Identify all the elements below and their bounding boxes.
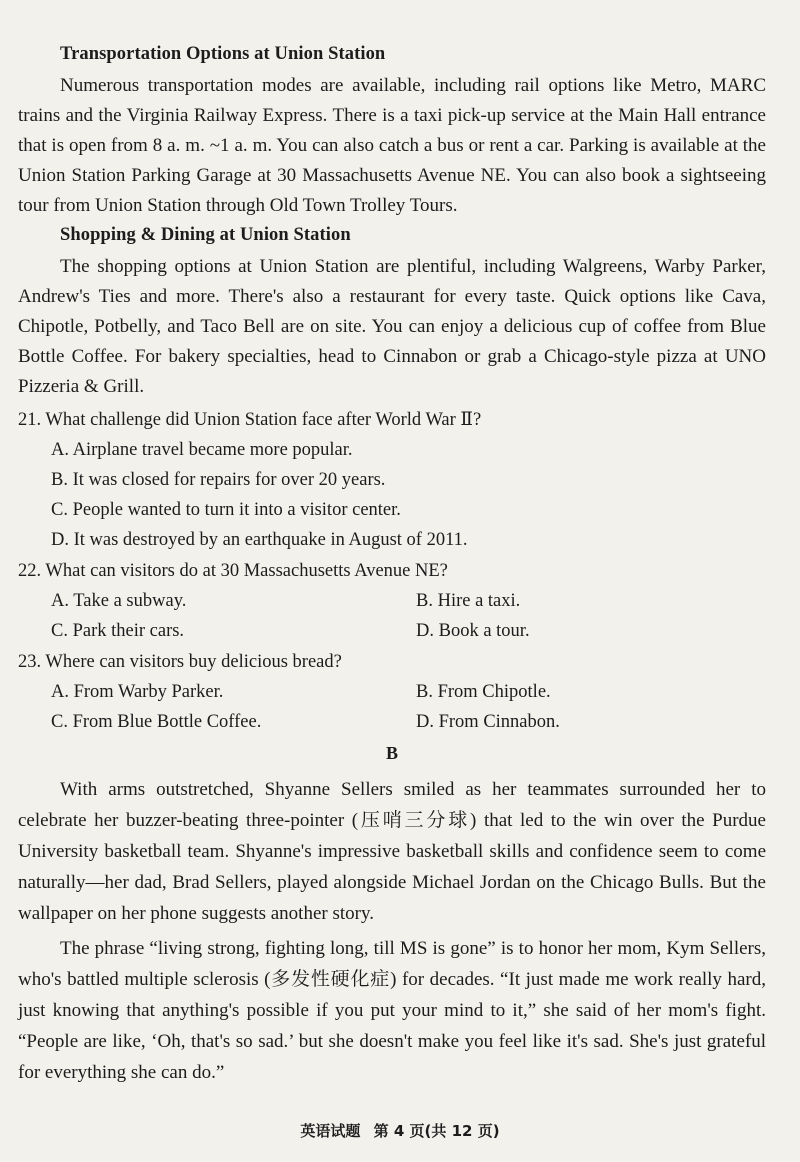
question-21-option-a: A. Airplane travel became more popular. [51, 440, 353, 460]
question-21-option-b: B. It was closed for repairs for over 20 years. [51, 470, 386, 490]
question-22-option-a: A. Take a subway. [51, 591, 187, 611]
question-22-options [51, 586, 766, 646]
question-21-options [51, 435, 766, 555]
exam-page [18, 44, 766, 1092]
question-21-stem: 21. What challenge did Union Station face after World War Ⅱ? [18, 410, 482, 430]
question-22-option-c: C. Park their cars. [51, 621, 185, 641]
section-b-title: B [385, 743, 398, 763]
question-23-stem: 23. Where can visitors buy delicious bread? [18, 652, 342, 672]
question-22-option-d: D. Book a tour. [416, 621, 530, 641]
question-23-option-d: D. From Cinnabon. [416, 712, 560, 732]
question-21-option-c: C. People wanted to turn it into a visitor center. [51, 500, 401, 520]
transport-heading: Transportation Options at Union Station [60, 44, 386, 64]
shopping-heading: Shopping & Dining at Union Station [60, 225, 351, 245]
footer-subject: 英语试题 [300, 1122, 361, 1140]
question-21-option-d: D. It was destroyed by an earthquake in August of 2011. [51, 530, 468, 550]
section-b-paragraph-2: The phrase “living strong, fighting long, till MS is gone” is to honor her mom, Kym Sellers, who's battled multiple sclerosis (多发性硬化症) for decades. “It just made me work really hard, just knowing that anything's possible if you put your mind to it,” she said of her mom's fight. “People are like, ‘Oh, that's so sad.’ but she doesn't make you feel like it's sad. She's just grateful for everything she can do.” [18, 938, 766, 1083]
transport-paragraph: Numerous transportation modes are available, including rail options like Metro, MARC trains and the Virginia Railway Express. There is a taxi pick-up service at the Main Hall entrance that is open from 8 a. m. ~1 a. m. You can also catch a bus or rent a car. Parking is available at the Union Station Parking Garage at 30 Massachusetts Avenue NE. You can also book a sightseeing tour from Union Station through Old Town Trolley Tours. [18, 75, 766, 216]
question-22-option-b: B. Hire a taxi. [416, 591, 521, 611]
footer-page-number: 第 4 页(共 12 页) [373, 1122, 500, 1140]
page-footer [0, 1120, 800, 1141]
question-23-option-c: C. From Blue Bottle Coffee. [51, 712, 262, 732]
question-22-stem: 22. What can visitors do at 30 Massachusetts Avenue NE? [18, 561, 448, 581]
question-23-option-b: B. From Chipotle. [416, 682, 551, 702]
section-b-paragraph-1: With arms outstretched, Shyanne Sellers smiled as her teammates surrounded her to celebrate her buzzer-beating three-pointer (压哨三分球) that led to the win over the Purdue University basketball team. Shyanne's impressive basketball skills and confidence seem to come naturally—her dad, Brad Sellers, played alongside Michael Jordan on the Chicago Bulls. But the wallpaper on her phone suggests another story. [18, 779, 766, 924]
question-23-options [51, 677, 766, 737]
question-23-option-a: A. From Warby Parker. [51, 682, 224, 702]
shopping-paragraph: The shopping options at Union Station are plentiful, including Walgreens, Warby Parker, Andrew's Ties and more. There's also a restaurant for every taste. Quick options like Cava, Chipotle, Potbelly, and Taco Bell are on site. You can enjoy a delicious cup of coffee from Blue Bottle Coffee. For bakery specialties, head to Cinnabon or grab a Chicago-style pizza at UNO Pizzeria & Grill. [18, 256, 766, 397]
